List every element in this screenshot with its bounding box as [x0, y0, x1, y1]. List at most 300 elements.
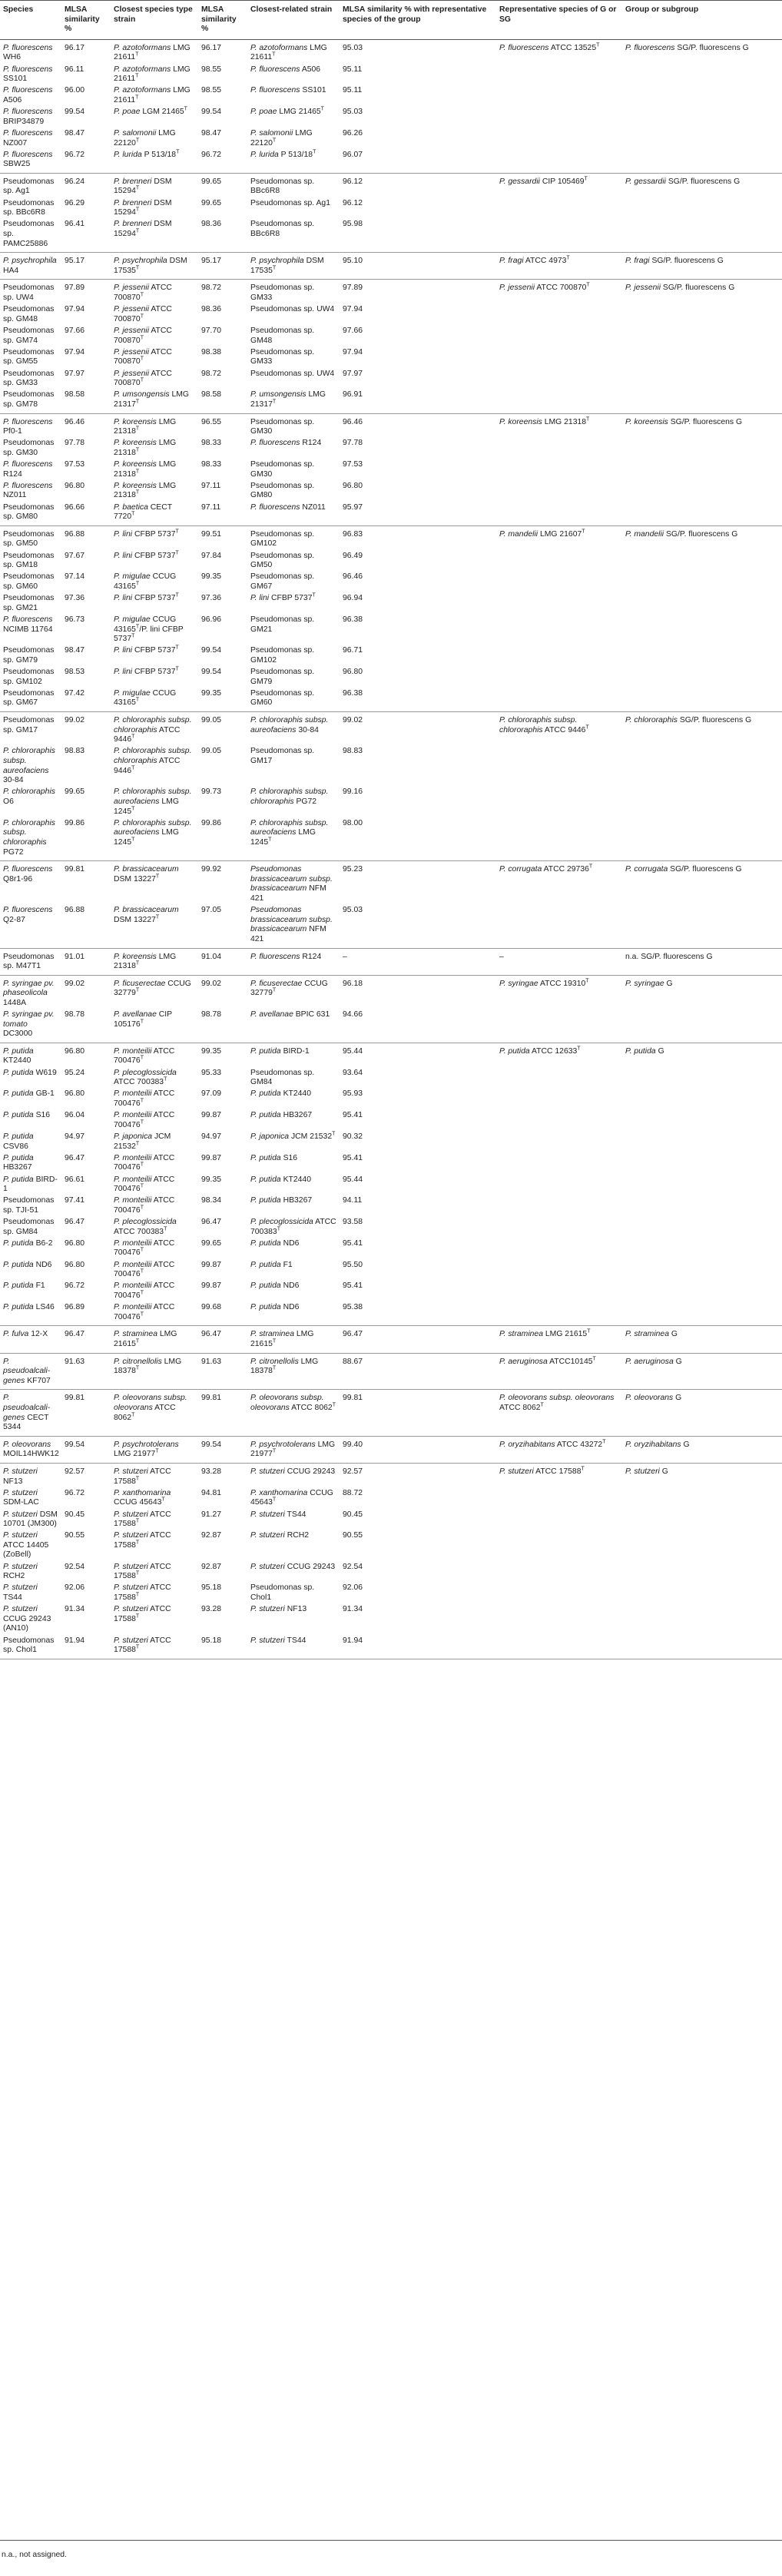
table-header — [0, 1, 782, 40]
cell-group — [622, 1259, 782, 1281]
cell-group: P. oleovorans G — [625, 1394, 682, 1403]
cell-representative-species — [496, 107, 622, 128]
cell-representative-species — [496, 1487, 622, 1509]
table-row — [0, 107, 782, 128]
cell-species: Pseudomonas sp. GM78 — [3, 390, 55, 409]
cell-closest-related-strain: P. chlororaphis subsp. aureofaciens 30-84 — [250, 716, 329, 734]
cell-mlsa-closest: 99.65 — [201, 198, 222, 207]
cell-mlsa-representative: 95.23 — [343, 865, 363, 874]
cell-mlsa-representative: 90.55 — [343, 1531, 363, 1540]
cell-group: n.a. SG/P. fluorescens G — [625, 952, 713, 961]
cell-closest-related-strain: P. stutzeri NF13 — [250, 1605, 307, 1614]
cell-mlsa-representative: 95.11 — [343, 65, 363, 74]
table-row — [0, 615, 782, 645]
cell-mlsa-closest: 97.11 — [201, 481, 221, 490]
cell-mlsa-species: 96.17 — [65, 43, 85, 52]
cell-mlsa-closest: 98.55 — [201, 65, 222, 74]
cell-mlsa-species: 90.45 — [65, 1510, 85, 1519]
cell-mlsa-species: 96.80 — [65, 481, 85, 490]
cell-mlsa-closest: 99.05 — [201, 747, 222, 756]
cell-closest-related-strain: P. putida F1 — [250, 1260, 293, 1269]
cell-group: P. putida G — [625, 1046, 664, 1056]
cell-mlsa-species: 98.83 — [65, 747, 85, 756]
cell-mlsa-representative: 97.94 — [343, 347, 363, 356]
cell-species: P. pseudoalcali-genes KF707 — [3, 1357, 51, 1385]
cell-closest-related-strain: P. putida KT2440 — [250, 1175, 311, 1184]
table-row — [0, 1281, 782, 1302]
cell-representative-species — [496, 1089, 622, 1110]
species-group — [0, 1463, 782, 1659]
cell-mlsa-closest: 99.54 — [201, 668, 222, 677]
cell-species: Pseudomonas sp. GM55 — [3, 347, 55, 366]
cell-species: Pseudomonas sp. TJI-51 — [3, 1196, 55, 1215]
cell-mlsa-species: 99.02 — [65, 716, 85, 725]
table-row — [0, 149, 782, 173]
cell-species: Pseudomonas sp. GM60 — [3, 572, 55, 591]
cell-group — [622, 1583, 782, 1604]
cell-mlsa-species: 96.04 — [65, 1111, 85, 1120]
cell-representative-species — [496, 346, 622, 368]
cell-mlsa-closest: 95.18 — [201, 1583, 222, 1593]
cell-representative-species: P. putida ATCC $12633^T$ — [499, 1046, 581, 1056]
table-row — [0, 413, 782, 438]
cell-closest-type-strain: P. psychrophila DSM $17535^T$ — [114, 257, 187, 275]
species-group — [0, 1436, 782, 1463]
cell-mlsa-representative: 96.46 — [343, 417, 363, 426]
cell-species: P. syringae pv. tomato DC3000 — [3, 1010, 55, 1039]
cell-mlsa-representative: 90.32 — [343, 1132, 363, 1141]
cell-closest-related-strain: Pseudomonas sp. UW4 — [250, 305, 335, 314]
cell-representative-species — [496, 64, 622, 85]
species-group — [0, 280, 782, 413]
cell-mlsa-species: 99.54 — [65, 1440, 85, 1449]
cell-closest-related-strain: Pseudomonas sp. GM33 — [250, 347, 315, 366]
cell-closest-type-strain: P. koreensis LMG $21318^T$ — [114, 460, 177, 479]
cell-group — [622, 1509, 782, 1530]
cell-closest-related-strain: P. fluorescens SS101 — [250, 86, 326, 95]
cell-closest-type-strain: P. xanthomarina CCUG $45643^T$ — [114, 1488, 171, 1507]
cell-representative-species: P. koreensis LMG $21318^T$ — [499, 416, 590, 426]
cell-closest-type-strain: P. monteilii ATCC $700476^T$ — [114, 1303, 175, 1321]
cell-mlsa-closest: 99.92 — [201, 865, 222, 874]
cell-closest-related-strain: P. stutzeri RCH2 — [250, 1531, 310, 1540]
header-representative-species: Representative species of G or SG — [496, 1, 622, 40]
cell-group — [622, 1067, 782, 1089]
species-group — [0, 39, 782, 173]
cell-species: P. oleovorans MOIL14HWK12 — [3, 1440, 59, 1459]
cell-mlsa-species: 96.72 — [65, 1281, 85, 1291]
cell-mlsa-species: 97.41 — [65, 1196, 85, 1205]
cell-group — [622, 645, 782, 667]
cell-group — [622, 481, 782, 502]
cell-closest-type-strain: P. oleovorans subsp. oleovorans ATCC $8062^T$ — [114, 1394, 187, 1422]
cell-mlsa-species: 96.11 — [65, 65, 84, 74]
cell-representative-species — [496, 817, 622, 860]
cell-species: P. stutzeri RCH2 — [3, 1562, 38, 1581]
cell-mlsa-species: 98.78 — [65, 1010, 85, 1019]
cell-closest-related-strain: Pseudomonas sp. GM79 — [250, 668, 315, 686]
table-row — [0, 128, 782, 150]
cell-mlsa-closest: 99.65 — [201, 1238, 222, 1248]
cell-representative-species: P. chlororaphis subsp. chlororaphis ATCC $9446^T$ — [499, 716, 589, 734]
cell-species: P. stutzeri DSM 10701 (JM300) — [3, 1510, 58, 1529]
cell-mlsa-representative: 95.03 — [343, 906, 363, 915]
table-row — [0, 667, 782, 688]
cell-representative-species — [496, 85, 622, 107]
cell-mlsa-representative: 96.94 — [343, 594, 363, 603]
cell-mlsa-closest: 98.47 — [201, 128, 222, 138]
cell-closest-type-strain: P. stutzeri ATCC $17588^T$ — [114, 1605, 171, 1623]
cell-mlsa-closest: 92.87 — [201, 1562, 222, 1571]
cell-mlsa-closest: 95.17 — [201, 257, 222, 266]
table-row — [0, 346, 782, 368]
cell-mlsa-representative: 96.47 — [343, 1330, 363, 1339]
cell-closest-related-strain: Pseudomonas sp. Ag1 — [250, 198, 330, 207]
table-row — [0, 746, 782, 787]
cell-mlsa-closest: 99.35 — [201, 1175, 222, 1184]
cell-mlsa-closest: 93.28 — [201, 1467, 222, 1476]
cell-species: P. syringae pv. phaseolicola 1448A — [3, 979, 55, 1007]
cell-species: P. fluorescens WH6 — [3, 43, 53, 62]
table-row — [0, 1487, 782, 1509]
cell-group — [622, 128, 782, 150]
cell-representative-species: P. gessardii CIP $105469^T$ — [499, 176, 588, 186]
cell-mlsa-species: 99.81 — [65, 865, 85, 874]
cell-mlsa-closest: 98.38 — [201, 347, 222, 356]
cell-closest-related-strain: P. putida BIRD-1 — [250, 1046, 310, 1056]
cell-species: Pseudomonas sp. GM84 — [3, 1218, 55, 1236]
table-row — [0, 1195, 782, 1217]
cell-mlsa-closest: 99.87 — [201, 1153, 222, 1162]
cell-mlsa-closest: 98.72 — [201, 369, 222, 378]
cell-mlsa-closest: 91.27 — [201, 1510, 222, 1519]
cell-group — [622, 905, 782, 948]
cell-mlsa-species: 98.47 — [65, 128, 85, 138]
cell-closest-related-strain: P. poae LMG $21465^T$ — [250, 106, 324, 117]
cell-group — [622, 1110, 782, 1132]
cell-species: P. fluorescens R124 — [3, 460, 53, 479]
table-row — [0, 1353, 782, 1390]
cell-mlsa-closest: 91.04 — [201, 952, 222, 961]
cell-group — [622, 326, 782, 347]
cell-closest-related-strain: P. salomonii LMG $22120^T$ — [250, 128, 313, 148]
cell-mlsa-closest: 99.51 — [201, 529, 222, 539]
cell-group — [622, 1217, 782, 1238]
cell-closest-related-strain: P. plecoglossicida ATCC $700383^T$ — [250, 1218, 336, 1236]
cell-group: P. syringae G — [625, 979, 673, 988]
cell-mlsa-representative: 99.16 — [343, 787, 363, 797]
cell-species: P. putida W619 — [3, 1068, 57, 1077]
cell-representative-species — [496, 593, 622, 615]
cell-closest-related-strain: P. lurida P $513/18^T$ — [250, 149, 316, 159]
cell-group — [622, 1635, 782, 1659]
cell-closest-related-strain: P. umsongensis LMG $21317^T$ — [250, 390, 326, 409]
cell-representative-species — [496, 1238, 622, 1260]
cell-species: Pseudomonas sp. UW4 — [3, 283, 55, 302]
cell-closest-related-strain: Pseudomonas sp. GM60 — [250, 688, 315, 708]
cell-species: Pseudomonas sp. GM30 — [3, 439, 55, 457]
cell-group: P. stutzeri G — [625, 1467, 668, 1476]
cell-mlsa-representative: 96.91 — [343, 390, 363, 399]
cell-representative-species — [496, 1174, 622, 1195]
cell-mlsa-representative: 96.26 — [343, 128, 363, 138]
table-row — [0, 817, 782, 860]
cell-representative-species — [496, 645, 622, 667]
cell-closest-type-strain: P. jessenii ATCC $700870^T$ — [114, 283, 172, 302]
cell-mlsa-species: 99.86 — [65, 818, 85, 827]
cell-representative-species: P. fragi ATCC $4973^T$ — [499, 255, 570, 266]
cell-mlsa-species: 97.78 — [65, 439, 85, 448]
cell-representative-species — [496, 459, 622, 481]
cell-mlsa-species: 96.80 — [65, 1260, 85, 1269]
cell-closest-type-strain: P. monteilii ATCC $700476^T$ — [114, 1153, 175, 1172]
header-group: Group or subgroup — [622, 1, 782, 40]
cell-mlsa-closest: 98.33 — [201, 439, 222, 448]
table-row — [0, 905, 782, 948]
cell-closest-type-strain: P. monteilii ATCC $700476^T$ — [114, 1238, 175, 1258]
cell-closest-type-strain: P. monteilii ATCC $700476^T$ — [114, 1046, 175, 1066]
cell-mlsa-species: 96.73 — [65, 615, 85, 624]
cell-species: P. fluorescens Q2-87 — [3, 906, 53, 924]
cell-mlsa-species: 91.01 — [65, 952, 85, 961]
species-group — [0, 861, 782, 948]
table-row — [0, 39, 782, 64]
cell-closest-type-strain: P. plecoglossicida ATCC $700383^T$ — [114, 1218, 177, 1236]
cell-closest-type-strain: P. lurida P $513/18^T$ — [114, 149, 180, 159]
cell-mlsa-representative: 99.40 — [343, 1440, 363, 1449]
cell-mlsa-representative: 91.34 — [343, 1605, 363, 1614]
cell-mlsa-species: 97.94 — [65, 305, 85, 314]
cell-representative-species — [496, 390, 622, 413]
cell-closest-related-strain: P. chlororaphis subsp. chlororaphis PG72 — [250, 787, 329, 806]
cell-mlsa-closest: 99.54 — [201, 108, 222, 117]
table-row — [0, 688, 782, 712]
cell-group — [622, 615, 782, 645]
cell-mlsa-representative: 95.93 — [343, 1089, 363, 1099]
cell-species: P. chlororaphis O6 — [3, 787, 55, 806]
cell-representative-species — [496, 326, 622, 347]
cell-species: Pseudomonas sp. GM79 — [3, 646, 55, 665]
cell-mlsa-representative: 92.06 — [343, 1583, 363, 1593]
cell-mlsa-representative: 97.89 — [343, 283, 363, 293]
cell-closest-type-strain: P. migulae CCUG $43165^T$ — [114, 572, 177, 591]
cell-mlsa-representative: 97.78 — [343, 439, 363, 448]
header-species: Species — [0, 1, 61, 40]
table-row — [0, 1530, 782, 1561]
cell-closest-related-strain: P. chlororaphis subsp. aureofaciens LMG $1245^T$ — [250, 818, 329, 847]
cell-species: P. putida BIRD-1 — [3, 1175, 58, 1194]
cell-mlsa-species: 91.34 — [65, 1605, 85, 1614]
cell-closest-related-strain: P. fluorescens A506 — [250, 65, 321, 74]
cell-closest-type-strain: P. jessenii ATCC $700870^T$ — [114, 369, 172, 388]
cell-closest-type-strain: P. monteilii ATCC $700476^T$ — [114, 1089, 175, 1108]
cell-representative-species: P. mandelii LMG $21607^T$ — [499, 529, 585, 539]
header-mlsa-closest: MLSA similarity % — [198, 1, 247, 40]
cell-mlsa-closest: 99.54 — [201, 646, 222, 655]
cell-species: P. fluorescens A506 — [3, 86, 53, 104]
cell-species: Pseudomonas sp. GM21 — [3, 594, 55, 612]
cell-closest-related-strain: P. avellanae BPIC 631 — [250, 1010, 330, 1019]
cell-species: P. psychrophila HA4 — [3, 257, 57, 275]
table-row — [0, 64, 782, 85]
header-closest-related-strain: Closest-related strain — [247, 1, 340, 40]
table-row — [0, 304, 782, 326]
species-group — [0, 1390, 782, 1436]
cell-mlsa-species: 97.97 — [65, 369, 85, 378]
table-row — [0, 550, 782, 572]
cell-representative-species: P. aeruginosa $ATCC10145^T$ — [499, 1356, 596, 1366]
cell-closest-type-strain: P. migulae CCUG $43165^T$ — [114, 688, 177, 708]
cell-mlsa-representative: 98.00 — [343, 818, 363, 827]
cell-mlsa-closest: 99.35 — [201, 688, 222, 698]
cell-mlsa-species: 96.72 — [65, 150, 85, 159]
cell-species: P. stutzeri ATCC 14405 (ZoBell) — [3, 1531, 49, 1560]
cell-closest-related-strain: Pseudomonas sp. GM21 — [250, 615, 315, 634]
table-row — [0, 368, 782, 390]
table-row — [0, 173, 782, 197]
cell-group — [622, 459, 782, 481]
cell-species: P. putida ND6 — [3, 1260, 52, 1269]
cell-mlsa-closest: 96.47 — [201, 1218, 222, 1227]
cell-mlsa-representative: 96.80 — [343, 668, 363, 677]
cell-closest-type-strain: P. plecoglossicida ATCC $700383^T$ — [114, 1068, 177, 1087]
cell-species: Pseudomonas sp. GM33 — [3, 369, 55, 388]
cell-mlsa-closest: 94.81 — [201, 1488, 222, 1497]
cell-mlsa-representative: 96.12 — [343, 177, 363, 186]
cell-closest-related-strain: P. azotoformans LMG $21611^T$ — [250, 43, 327, 62]
cell-mlsa-representative: 93.58 — [343, 1218, 363, 1227]
cell-closest-type-strain: P. umsongensis LMG $21317^T$ — [114, 390, 189, 409]
cell-mlsa-species: 96.47 — [65, 1218, 85, 1227]
cell-mlsa-representative: – — [343, 952, 347, 961]
cell-mlsa-closest: 96.47 — [201, 1330, 222, 1339]
cell-group: P. mandelii SG/P. fluorescens G — [625, 529, 738, 539]
cell-group — [622, 1530, 782, 1561]
header-mlsa-representative: MLSA similarity % with representative species of the group — [340, 1, 496, 40]
cell-mlsa-representative: 96.12 — [343, 198, 363, 207]
table-row — [0, 948, 782, 975]
cell-closest-type-strain: P. koreensis LMG $21318^T$ — [114, 952, 177, 971]
cell-group: P. oryzihabitans G — [625, 1440, 690, 1449]
cell-representative-species — [496, 787, 622, 817]
cell-group — [622, 1561, 782, 1583]
cell-group — [622, 688, 782, 712]
cell-mlsa-closest: 95.33 — [201, 1068, 222, 1077]
cell-mlsa-species: 96.61 — [65, 1175, 85, 1184]
cell-mlsa-closest: 99.05 — [201, 716, 222, 725]
cell-mlsa-representative: 97.97 — [343, 369, 363, 378]
cell-mlsa-species: 94.97 — [65, 1132, 85, 1141]
cell-closest-type-strain: P. monteilii ATCC $700476^T$ — [114, 1196, 175, 1215]
cell-mlsa-species: 99.81 — [65, 1394, 85, 1403]
cell-representative-species — [496, 149, 622, 173]
cell-representative-species — [496, 550, 622, 572]
cell-closest-related-strain: P. xanthomarina CCUG $45643^T$ — [250, 1488, 333, 1507]
cell-mlsa-closest: 99.35 — [201, 1046, 222, 1056]
cell-representative-species: P. fluorescens ATCC $13525^T$ — [499, 42, 600, 52]
cell-group — [622, 1238, 782, 1260]
cell-species: Pseudomonas sp. GM67 — [3, 688, 55, 708]
cell-closest-related-strain: P. putida HB3267 — [250, 1196, 313, 1205]
cell-closest-type-strain: P. monteilii ATCC $700476^T$ — [114, 1260, 175, 1279]
cell-closest-type-strain: P. lini CFBP $5737^T$ — [114, 550, 179, 560]
cell-mlsa-representative: 98.83 — [343, 747, 363, 756]
cell-mlsa-species: 96.80 — [65, 1089, 85, 1099]
cell-mlsa-representative: 96.46 — [343, 572, 363, 582]
cell-representative-species: P. straminea LMG $21615^T$ — [499, 1328, 591, 1339]
table-row — [0, 1302, 782, 1326]
cell-closest-type-strain: P. lini CFBP $5737^T$ — [114, 645, 179, 655]
cell-mlsa-species: 96.47 — [65, 1153, 85, 1162]
table-row — [0, 326, 782, 347]
cell-mlsa-representative: 90.45 — [343, 1510, 363, 1519]
cell-species: P. stutzeri TS44 — [3, 1583, 38, 1603]
cell-representative-species: P. syringae ATCC $19310^T$ — [499, 978, 589, 988]
cell-mlsa-species: 99.54 — [65, 108, 85, 117]
cell-closest-type-strain: P. citronellolis LMG $18378^T$ — [114, 1357, 182, 1376]
cell-closest-type-strain: P. jessenii ATCC $700870^T$ — [114, 347, 172, 366]
cell-mlsa-closest: 97.36 — [201, 594, 222, 603]
cell-closest-related-strain: Pseudomonas sp. UW4 — [250, 369, 335, 378]
cell-closest-related-strain: P. oleovorans subsp. oleovorans ATCC $8062^T$ — [250, 1394, 336, 1412]
table-row — [0, 280, 782, 304]
cell-mlsa-representative: 95.41 — [343, 1238, 363, 1248]
cell-species: P. chlororaphis subsp. chlororaphis PG72 — [3, 818, 55, 857]
cell-closest-related-strain: P. putida ND6 — [250, 1238, 300, 1248]
cell-mlsa-closest: 97.05 — [201, 906, 222, 915]
cell-representative-species — [496, 615, 622, 645]
cell-group — [622, 368, 782, 390]
cell-representative-species — [496, 905, 622, 948]
species-group — [0, 413, 782, 525]
cell-mlsa-representative: 95.41 — [343, 1111, 363, 1120]
cell-group — [622, 346, 782, 368]
cell-mlsa-species: 96.72 — [65, 1488, 85, 1497]
cell-mlsa-closest: 99.81 — [201, 1394, 222, 1403]
cell-species: P. fluorescens SBW25 — [3, 150, 53, 169]
cell-mlsa-closest: 98.33 — [201, 460, 222, 469]
cell-closest-type-strain: P. brenneri DSM $15294^T$ — [114, 220, 172, 239]
cell-mlsa-representative: 99.02 — [343, 716, 363, 725]
cell-group — [622, 1152, 782, 1174]
table-row — [0, 459, 782, 481]
cell-group: P. fragi SG/P. fluorescens G — [625, 257, 724, 266]
cell-mlsa-closest: 99.65 — [201, 177, 222, 186]
cell-closest-type-strain: P. jessenii ATCC $700870^T$ — [114, 305, 172, 323]
cell-closest-type-strain: P. monteilii ATCC $700476^T$ — [114, 1111, 175, 1129]
cell-mlsa-representative: 95.38 — [343, 1303, 363, 1312]
cell-closest-related-strain: P. psychrophila DSM $17535^T$ — [250, 257, 324, 275]
cell-closest-type-strain: P. chlororaphis subsp. aureofaciens LMG $1245^T$ — [114, 818, 192, 847]
cell-species: P. fluorescens NZ007 — [3, 128, 53, 148]
cell-representative-species — [496, 1583, 622, 1604]
cell-mlsa-species: 90.55 — [65, 1531, 85, 1540]
cell-closest-type-strain: P. jessenii ATCC $700870^T$ — [114, 326, 172, 345]
cell-mlsa-species: 96.00 — [65, 86, 85, 95]
table-row — [0, 1110, 782, 1132]
cell-mlsa-closest: 92.87 — [201, 1531, 222, 1540]
table-row — [0, 1043, 782, 1067]
cell-mlsa-species: 97.89 — [65, 283, 85, 293]
cell-mlsa-species: 97.94 — [65, 347, 85, 356]
cell-mlsa-species: 98.53 — [65, 668, 85, 677]
cell-representative-species — [496, 1530, 622, 1561]
cell-closest-type-strain: P. brenneri DSM $15294^T$ — [114, 198, 172, 217]
table-row — [0, 1259, 782, 1281]
cell-species: P. fluorescens BRIP34879 — [3, 108, 53, 126]
cell-representative-species — [496, 1259, 622, 1281]
cell-closest-type-strain: P. koreensis LMG $21318^T$ — [114, 481, 177, 500]
